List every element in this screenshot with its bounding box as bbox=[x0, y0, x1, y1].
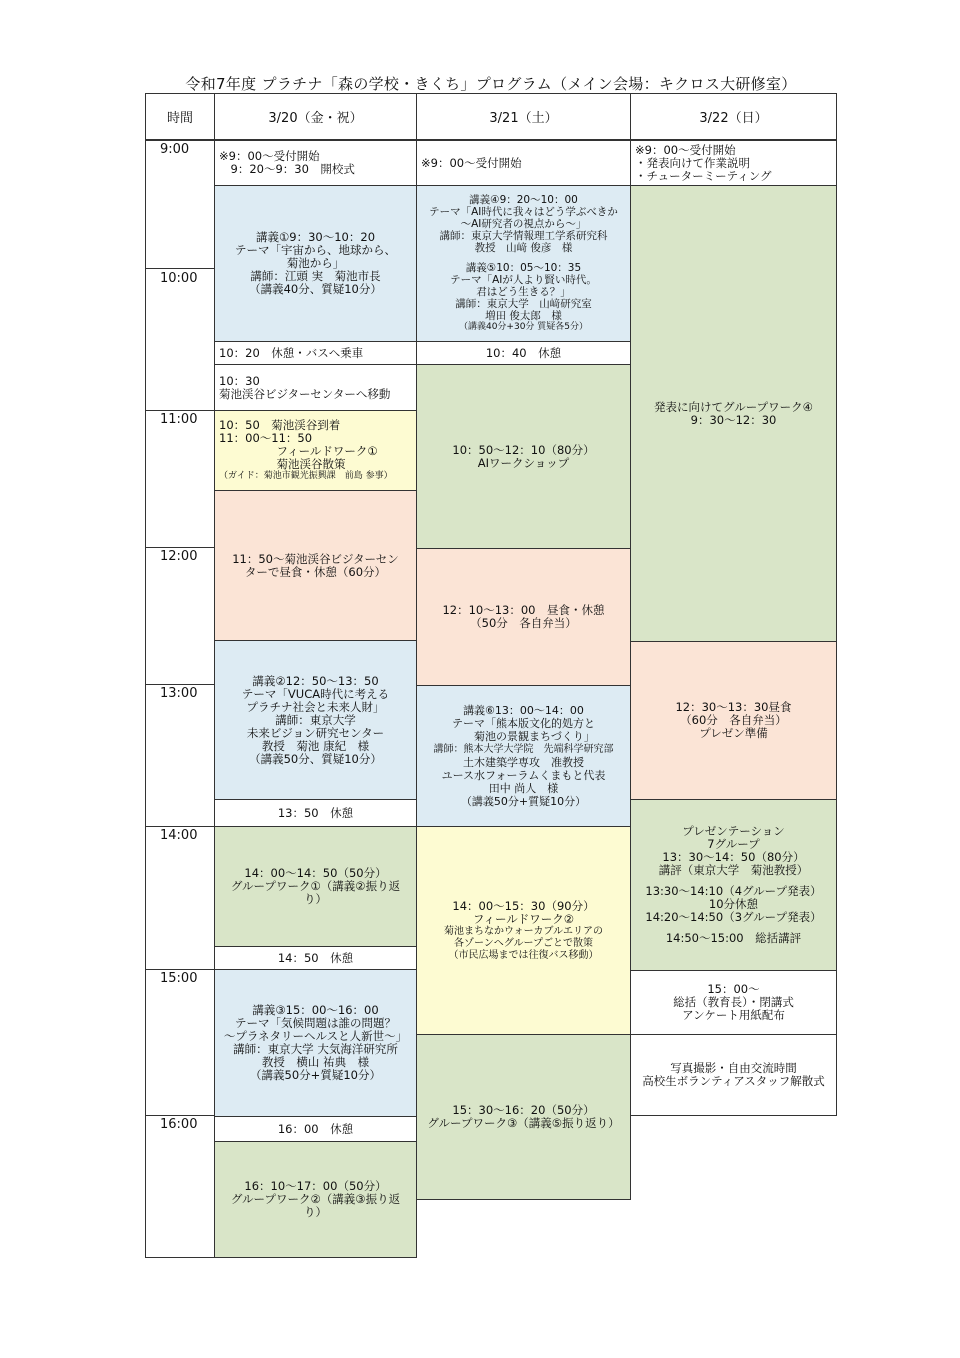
time-label: 14:00 bbox=[160, 828, 198, 843]
text-line: 講義⑤10：05～10：35 bbox=[465, 262, 582, 274]
text-line: ・チューターミーティング bbox=[635, 168, 772, 183]
text-line: 発表に向けてグループワーク④ bbox=[654, 399, 813, 414]
text-line: 菊池から」 bbox=[286, 256, 345, 270]
text-line: ターで昼食・休憩（60分） bbox=[244, 564, 387, 579]
text-line: 10：30 bbox=[219, 373, 260, 388]
hour-line bbox=[145, 410, 215, 411]
text-line: （講義50分+質疑10分） bbox=[460, 795, 587, 808]
text-line: 増田 俊太郎 様 bbox=[485, 310, 562, 322]
time-label: 16:00 bbox=[160, 1117, 198, 1132]
hour-line bbox=[145, 1115, 215, 1116]
text-line: 講義②12：50～13：50 bbox=[252, 673, 379, 688]
text-line: ※9：00～受付開始 bbox=[219, 149, 320, 163]
day3-closing bbox=[630, 970, 837, 1035]
time-label: 12:00 bbox=[160, 549, 198, 564]
text-line: 高校生ボランティアスタッフ解散式 bbox=[642, 1074, 825, 1088]
text-line: 田中 尚人 様 bbox=[488, 782, 559, 795]
text-line: テーマ「AI時代に我々はどう学ぶべきか bbox=[429, 206, 618, 218]
time-label: 11:00 bbox=[160, 412, 198, 427]
time-label: 10:00 bbox=[160, 271, 198, 286]
text-line: 14:20～14:50（3グループ発表） bbox=[645, 910, 822, 924]
text-line: ～プラネタリーヘルスと人新世～」 bbox=[223, 1029, 408, 1043]
day1-lecture3 bbox=[214, 969, 417, 1117]
text-line: 講師：東京大学情報理工学系研究科 bbox=[439, 230, 608, 242]
day1-break1 bbox=[214, 341, 417, 365]
time-label: 13:00 bbox=[160, 686, 198, 701]
text-line: （50分 各自弁当） bbox=[470, 616, 577, 630]
text-line: グループワーク①（講義②振り返 bbox=[230, 879, 401, 893]
text-line: テーマ「AIが人より賢い時代。 bbox=[450, 274, 597, 286]
text-line: ※9：00～受付開始 bbox=[635, 142, 736, 157]
text-line: （市民広場までは往復バス移動） bbox=[448, 949, 599, 961]
text-line: 未来ビジョン研究センター bbox=[246, 725, 385, 740]
day1-groupwork1 bbox=[214, 826, 417, 947]
text-line: ※9：00～受付開始 bbox=[421, 155, 522, 170]
text-line: 14：00～14：50（50分） bbox=[244, 866, 387, 880]
text-line: 12：30～13：30昼食 bbox=[675, 700, 792, 714]
text-line: （講義40分、質疑10分） bbox=[249, 282, 382, 296]
text-line: テーマ「気候問題は誰の問題？ bbox=[235, 1016, 396, 1030]
text-line: 講師：熊本大学大学院 先端科学研究部 bbox=[433, 744, 614, 755]
day2-lunch bbox=[416, 548, 631, 686]
day3-groupwork4 bbox=[630, 185, 837, 642]
text-line: 講義①9：30～10：20 bbox=[255, 230, 376, 244]
day1-break2 bbox=[214, 799, 417, 827]
text-line: テーマ「熊本版文化的処方と bbox=[452, 717, 595, 730]
text-line: 講義⑥13：00～14：00 bbox=[463, 704, 584, 717]
text-line: 13：30～14：50（80分） bbox=[662, 850, 805, 864]
text-line: 講評（東京大学 菊池教授） bbox=[658, 863, 809, 877]
hour-line bbox=[145, 684, 215, 685]
text-line: ユース水フォーラムくまもと代表 bbox=[441, 769, 606, 782]
day2-lecture6 bbox=[416, 685, 631, 827]
day1-fieldwork1 bbox=[214, 410, 417, 491]
text-line: 15：00～ bbox=[707, 982, 760, 996]
text-line: グループワーク②（講義③振り返 bbox=[230, 1192, 401, 1206]
day1-reception bbox=[214, 140, 417, 186]
text-line: 10：50～12：10（80分） bbox=[452, 442, 595, 457]
hour-line bbox=[145, 547, 215, 548]
text-line: フィールドワーク① bbox=[219, 444, 378, 458]
text-line: り） bbox=[304, 892, 327, 906]
header-day3: 3/22（日） bbox=[630, 93, 837, 140]
text-line: （講義40分+30分 質疑各5分） bbox=[458, 322, 589, 332]
text-line: プレゼンテーション bbox=[682, 824, 785, 838]
text-line: 講師：東京大学 bbox=[275, 712, 356, 727]
text-line: ～AI研究者の視点から～」 bbox=[460, 218, 587, 230]
text-line: アンケート用紙配布 bbox=[682, 1008, 785, 1022]
hour-line bbox=[145, 826, 215, 827]
text-line: 総括（教育長）・閉講式 bbox=[673, 995, 794, 1009]
text-line: 教授 山﨑 俊彦 様 bbox=[474, 242, 573, 254]
header-time: 時間 bbox=[145, 93, 215, 140]
text-line: （講義50分、質疑10分） bbox=[249, 751, 382, 766]
text-line: 14：00～15：30（90分） bbox=[452, 898, 595, 913]
text-line: り） bbox=[304, 1205, 327, 1219]
text-line: 講師：東京大学 山﨑研究室 bbox=[455, 298, 592, 310]
text-line: 10：50 菊池渓谷到着 bbox=[219, 418, 341, 432]
text-line: 菊池まちなかウォーカブルエリアの bbox=[444, 925, 603, 937]
text-line: 16：10～17：00（50分） bbox=[244, 1179, 387, 1193]
day3-reception bbox=[630, 140, 837, 186]
text-line: 各ゾーンへグループごとで散策 bbox=[454, 937, 593, 949]
text-line: テーマ「宇宙から、地球から、 bbox=[235, 243, 396, 257]
text-line: テーマ「VUCA時代に考える bbox=[241, 686, 390, 701]
text-line: 写真撮影・自由交流時間 bbox=[670, 1061, 797, 1075]
text-line: プラチナ社会と未来人財」 bbox=[246, 699, 385, 714]
time-label: 9:00 bbox=[160, 142, 190, 157]
text-line: 14:50～15:00 総括講評 bbox=[665, 931, 802, 945]
day1-break4 bbox=[214, 1116, 417, 1142]
text-line: 教授 菊池 康紀 様 bbox=[261, 738, 370, 753]
day2-fieldwork2 bbox=[416, 826, 631, 1035]
text-line: （ガイド：菊池市観光振興課 前島 参事） bbox=[219, 471, 393, 481]
text-line: 16：00 休憩 bbox=[277, 1121, 354, 1136]
text-line: フィールドワーク② bbox=[472, 911, 575, 926]
day2-break1 bbox=[416, 341, 631, 365]
day2-lectures-4-5 bbox=[416, 185, 631, 342]
text-line: 講師：江頭 実 菊池市長 bbox=[250, 269, 381, 283]
text-line: 講師：東京大学 大気海洋研究所 bbox=[233, 1042, 398, 1056]
text-line: 11：50～菊池渓谷ビジターセン bbox=[232, 551, 399, 566]
text-line: 15：30～16：20（50分） bbox=[452, 1103, 595, 1117]
day1-lunch bbox=[214, 490, 417, 641]
text-line: 11：00～11：50 bbox=[219, 431, 313, 445]
day1-move bbox=[214, 364, 417, 411]
text-line: 13：50 休憩 bbox=[277, 805, 354, 820]
text-line: 講義③15：00～16：00 bbox=[252, 1003, 379, 1017]
day1-lecture2 bbox=[214, 640, 417, 800]
text-line: 君はどう生きる？」 bbox=[476, 286, 571, 298]
text-line: 13:30～14:10（4グループ発表） bbox=[645, 884, 822, 898]
text-line: 9：30～12：30 bbox=[690, 412, 777, 427]
time-label: 15:00 bbox=[160, 971, 198, 986]
hour-line bbox=[145, 969, 215, 970]
header-day2: 3/21（土） bbox=[416, 93, 631, 140]
text-line: 10：40 休憩 bbox=[485, 345, 562, 360]
text-line: 教授 横山 祐典 様 bbox=[261, 1055, 370, 1069]
day2-reception bbox=[416, 140, 631, 186]
day1-lecture1 bbox=[214, 185, 417, 342]
text-line: 菊池渓谷散策 bbox=[219, 457, 346, 471]
text-line: 7グループ bbox=[707, 837, 760, 851]
text-line: 土木建築学専攻 准教授 bbox=[463, 756, 584, 769]
text-line: プレゼン準備 bbox=[699, 726, 768, 740]
text-line: 菊池渓谷ビジターセンターへ移動 bbox=[219, 386, 391, 401]
day3-photo bbox=[630, 1034, 837, 1116]
text-line: 12：10～13：00 昼食・休憩 bbox=[442, 603, 605, 617]
header-day1: 3/20（金・祝） bbox=[214, 93, 417, 140]
text-line: 講義④9：20～10：00 bbox=[469, 194, 578, 206]
text-line: （60分 各自弁当） bbox=[680, 713, 787, 727]
day3-lunch bbox=[630, 641, 837, 800]
day2-groupwork3 bbox=[416, 1034, 631, 1200]
spacer bbox=[421, 254, 626, 262]
day1-groupwork2 bbox=[214, 1141, 417, 1258]
text-line: 14：50 休憩 bbox=[277, 950, 354, 965]
text-line: 9：20～9：30 開校式 bbox=[219, 162, 355, 176]
text-line: グループワーク③（講義⑤振り返り） bbox=[427, 1116, 620, 1130]
hour-line bbox=[145, 268, 215, 269]
text-line: ・発表向けて作業説明 bbox=[635, 155, 750, 170]
page-title: 令和7年度 プラチナ「森の学校・きくち」プログラム（メイン会場：キクロス大研修室） bbox=[185, 75, 797, 93]
day1-break3 bbox=[214, 946, 417, 970]
day3-presentation bbox=[630, 799, 837, 971]
text-line: 10：20 休憩・バスへ乗車 bbox=[219, 345, 364, 360]
text-line: 菊池の景観まちづくり」 bbox=[452, 730, 595, 743]
text-line: （講義50分+質疑10分） bbox=[250, 1068, 381, 1082]
text-line: 10分休憩 bbox=[708, 897, 759, 911]
text-line: AIワークショップ bbox=[477, 455, 570, 470]
day2-ai-workshop bbox=[416, 364, 631, 549]
